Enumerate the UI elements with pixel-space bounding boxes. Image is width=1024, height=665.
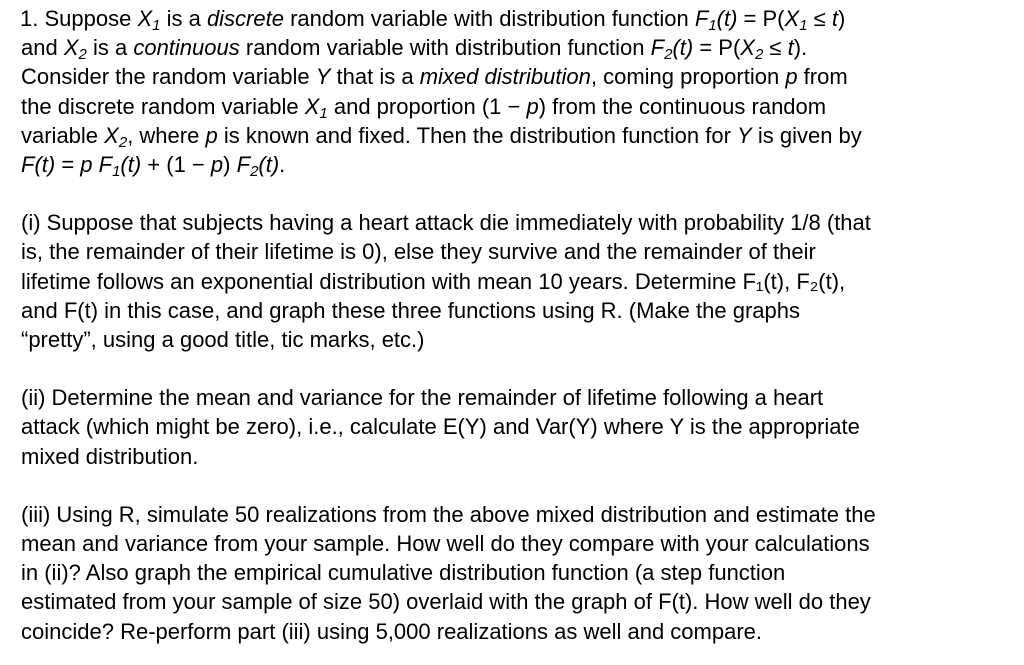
part-ii-line: attack (which might be zero), i.e., calculate E(Y) and Var(Y) where Y is the appropriate	[21, 414, 860, 440]
part-i-line: (i) Suppose that subjects having a heart attack die immediately with probability 1/8 (that	[21, 210, 871, 236]
intro-line-6: F(t) = p $F_1(t) + (1 - p)$ $F_2(t)$.	[21, 152, 286, 181]
part-ii-paragraph	[21, 383, 1014, 471]
part-iii-line: in (ii)? Also graph the empirical cumulative distribution function (a step function	[21, 560, 786, 586]
intro-line-5: variable $X_2$, where p is known and fixed. Then the distribution function for Y is given by	[21, 122, 862, 151]
part-iii-line: mean and variance from your sample. How well do they compare with your calculations	[21, 531, 870, 557]
part-ii-line: mixed distribution.	[21, 443, 199, 469]
part-iii-line: (iii) Using R, simulate 50 realizations from the above mixed distribution and estimate the	[21, 501, 876, 527]
intro-paragraph	[21, 4, 1014, 179]
part-i-line: and F(t) in this case, and graph these three functions using R. (Make the graphs	[21, 297, 800, 323]
part-i-line: lifetime follows an exponential distribution with mean 10 years. Determine F₁(t), F₂(t),	[21, 268, 846, 294]
part-ii-line: (ii) Determine the mean and variance for the remainder of lifetime following a heart	[21, 385, 824, 411]
intro-line-4: the discrete random variable $X_1$ and proportion (1 − p) from the continuous random	[21, 93, 827, 122]
intro-line-3: Consider the random variable Y that is a mixed distribution, coming proportion p from	[21, 64, 848, 90]
part-iii-line: coincide? Re-perform part (iii) using 5,000 realizations as well and compare.	[21, 618, 763, 644]
part-iii-paragraph	[21, 500, 1014, 646]
intro-line-1: 1. Suppose $X_1$ is a discrete random variable with distribution function $F_1(t) = P(X_1 \le t)$	[20, 6, 846, 34]
part-iii-line: estimated from your sample of size 50) overlaid with the graph of F(t). How well do they	[21, 589, 871, 615]
part-i-line: “pretty”, using a good title, tic marks, etc.)	[21, 327, 425, 353]
intro-line-2: and $X_2$ is a continuous random variable with distribution function $F_2(t) = P(X_2 \le t)$.	[21, 35, 808, 64]
part-i-paragraph	[21, 208, 1014, 354]
part-i-line: is, the remainder of their lifetime is 0), else they survive and the remainder of their	[21, 239, 816, 265]
